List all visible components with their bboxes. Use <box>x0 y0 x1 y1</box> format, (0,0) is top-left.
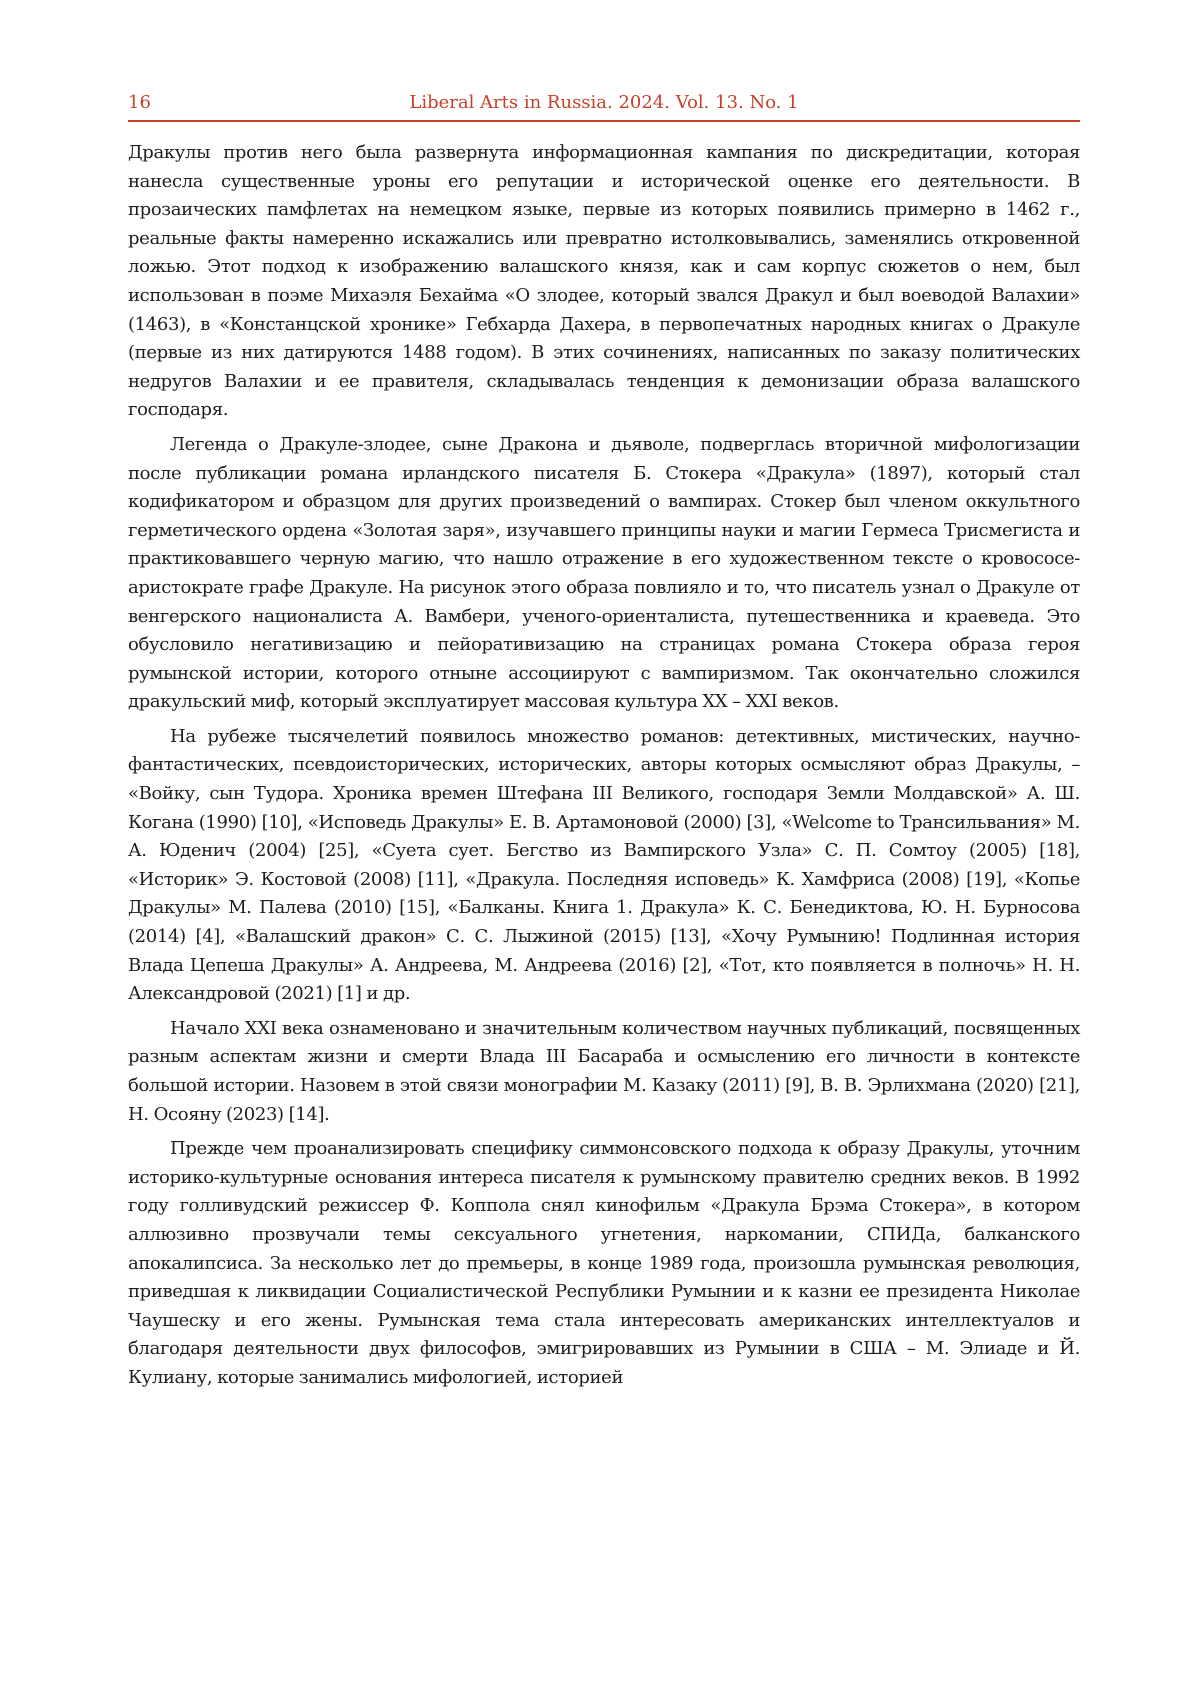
running-header <box>128 92 1080 120</box>
journal-title: Liberal Arts in Russia. 2024. Vol. 13. No. 1 <box>409 92 799 113</box>
paragraph: Прежде чем проанализировать специфику симмонсовского подхода к образу Дракулы, уточним историко-культурные основания интереса писателя к румынскому правителю средних веков. В 1992 году голливудский режиссер Ф. Коппола снял кинофильм «Дракула Брэма Стокера», в котором аллюзивно прозвучали темы сексуального угнетения, наркомании, СПИДа, балканского апокалипсиса. За несколько лет до премьеры, в конце 1989 года, произошла румынская революция, приведшая к ликвидации Социалистической Республики Румынии и к казни ее президента Николае Чаушеску и его жены. Румынская тема стала интересовать американских интеллектуалов и благодаря деятельности двух философов, эмигрировавших из Румынии в США – М. Элиаде и Й. Кулиану, которые занимались мифологией, историей <box>128 1138 1080 1388</box>
article-body <box>128 139 1080 1399</box>
paragraph: Легенда о Дракуле-злодее, сыне Дракона и дьяволе, подверглась вторичной мифологизации после публикации романа ирландского писателя Б. Стокера «Дракула» (1897), который стал кодификатором и образцом для других произведений о вампирах. Стокер был членом оккультного герметического ордена «Золотая заря», изучавшего принципы науки и магии Гермеса Трисмегиста и практиковавшего черную магию, что нашло отражение в его художественном тексте о кровососе-аристократе графе Дракуле. На рисунок этого образа повлияло и то, что писатель узнал о Дракуле от венгерского националиста А. Вамбери, ученого-ориенталиста, путешественника и краеведа. Это обусловило негативизацию и пейоративизацию на страницах романа Стокера образа героя румынской истории, которого отныне ассоциируют с вампиризмом. Так окончательно сложился дракульский миф, который эксплуатирует массовая культура XX – XXI веков. <box>128 433 1080 713</box>
paragraph: Дракулы против него была развернута информационная кампания по дискредитации, которая нанесла существенные уроны его репутации и исторической оценке его деятельности. В прозаических памфлетах на немецком языке, первые из которых появились примерно в 1462 г., реальные факты намеренно искажались или превратно истолковывались, заменялись откровенной ложью. Этот подход к изображению валашского князя, как и сам корпус сюжетов о нем, был использован в поэме Михаэля Бехайма «О злодее, который звался Дракул и был воеводой Валахии» (1463), в «Констанцской хронике» Гебхарда Дахера, в первопечатных народных книгах о Дракуле (первые из них датируются 1488 годом). В этих сочинениях, написанных по заказу политических недругов Валахии и ее правителя, складывалась тенденция к демонизации образа валашского господаря. <box>128 142 1080 421</box>
header-divider <box>128 120 1080 122</box>
paragraph: Начало XXI века ознаменовано и значительным количеством научных публикаций, посвященных разным аспектам жизни и смерти Влада III Басараба и осмыслению его личности в контексте большой истории. Назовем в этой связи монографии М. Казаку (2011) [9], В. В. Эрлихмана (2020) [21], Н. Осояну (2023) [14]. <box>128 1017 1080 1125</box>
page-number: 16 <box>128 92 151 113</box>
paragraph: На рубеже тысячелетий появилось множество романов: детективных, мистических, научно-фантастических, псевдоисторических, исторических, авторы которых осмысляют образ Дракулы, – «Войку, сын Тудора. Хроника времен Штефана III Великого, господаря Земли Молдавской» А. Ш. Когана (1990) [10], «Исповедь Дракулы» Е. В. Артамоновой (2000) [3], «Welcome to Трансильвания» М. А. Юденич (2004) [25], «Суета сует. Бегство из Вампирского Узла» С. П. Сомтоу (2005) [18], «Историк» Э. Костовой (2008) [11], «Дракула. Последняя исповедь» К. Хамфриса (2008) [19], «Копье Дракулы» М. Палева (2010) [15], «Балканы. Книга 1. Дракула» К. С. Бенедиктова, Ю. Н. Бурносова (2014) [4], «Валашский дракон» С. С. Лыжиной (2015) [13], «Хочу Румынию! Подлинная история Влада Цепеша Дракулы» А. Андреева, М. Андреева (2016) [2], «Тот, кто появляется в полночь» Н. Н. Александровой (2021) [1] и др. <box>128 725 1080 1005</box>
